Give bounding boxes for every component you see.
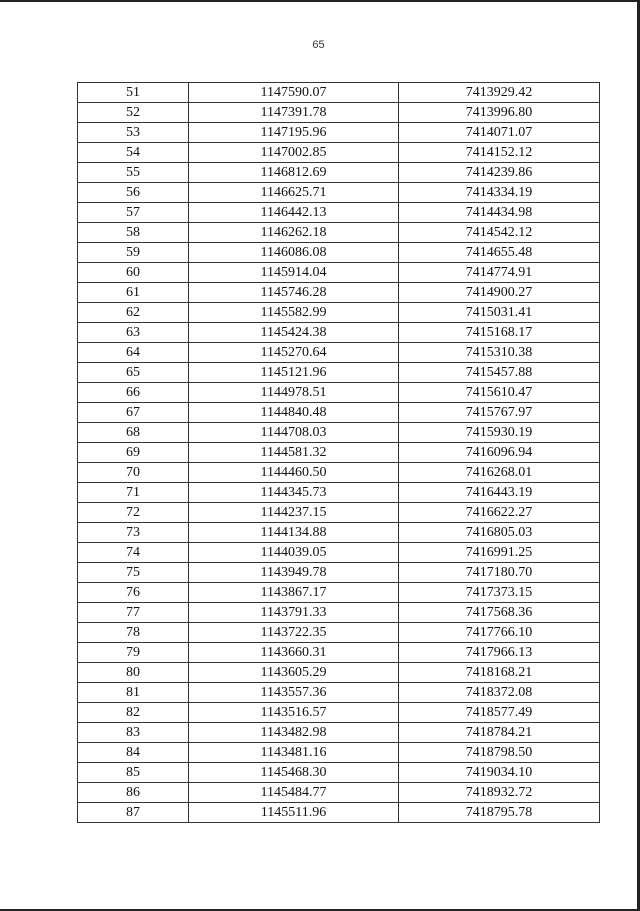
- x-coordinate-cell: 1144237.15: [189, 503, 399, 523]
- point-number-cell: 79: [78, 643, 189, 663]
- y-coordinate-cell: 7418784.21: [399, 723, 600, 743]
- point-number-cell: 68: [78, 423, 189, 443]
- y-coordinate-cell: 7418372.08: [399, 683, 600, 703]
- y-coordinate-cell: 7415767.97: [399, 403, 600, 423]
- table-row: [78, 163, 600, 183]
- x-coordinate-cell: 1146625.71: [189, 183, 399, 203]
- point-number-cell: 59: [78, 243, 189, 263]
- table-row: [78, 343, 600, 363]
- point-number-cell: 87: [78, 803, 189, 823]
- y-coordinate-cell: 7418798.50: [399, 743, 600, 763]
- y-coordinate-cell: 7414542.12: [399, 223, 600, 243]
- y-coordinate-cell: 7413929.42: [399, 83, 600, 103]
- table-row: [78, 423, 600, 443]
- y-coordinate-cell: 7414655.48: [399, 243, 600, 263]
- point-number-cell: 86: [78, 783, 189, 803]
- point-number-cell: 55: [78, 163, 189, 183]
- point-number-cell: 53: [78, 123, 189, 143]
- y-coordinate-cell: 7414334.19: [399, 183, 600, 203]
- x-coordinate-cell: 1145914.04: [189, 263, 399, 283]
- point-number-cell: 83: [78, 723, 189, 743]
- x-coordinate-cell: 1144039.05: [189, 543, 399, 563]
- point-number-cell: 80: [78, 663, 189, 683]
- table-row: [78, 243, 600, 263]
- point-number-cell: 70: [78, 463, 189, 483]
- x-coordinate-cell: 1143660.31: [189, 643, 399, 663]
- y-coordinate-cell: 7414774.91: [399, 263, 600, 283]
- point-number-cell: 51: [78, 83, 189, 103]
- x-coordinate-cell: 1145746.28: [189, 283, 399, 303]
- y-coordinate-cell: 7418932.72: [399, 783, 600, 803]
- x-coordinate-cell: 1145121.96: [189, 363, 399, 383]
- y-coordinate-cell: 7418795.78: [399, 803, 600, 823]
- point-number-cell: 78: [78, 623, 189, 643]
- point-number-cell: 77: [78, 603, 189, 623]
- coordinates-table: [77, 82, 600, 823]
- point-number-cell: 65: [78, 363, 189, 383]
- y-coordinate-cell: 7415031.41: [399, 303, 600, 323]
- table-row: [78, 403, 600, 423]
- x-coordinate-cell: 1147590.07: [189, 83, 399, 103]
- table-row: [78, 683, 600, 703]
- x-coordinate-cell: 1146086.08: [189, 243, 399, 263]
- x-coordinate-cell: 1144708.03: [189, 423, 399, 443]
- point-number-cell: 60: [78, 263, 189, 283]
- point-number-cell: 67: [78, 403, 189, 423]
- table-row: [78, 723, 600, 743]
- table-row: [78, 743, 600, 763]
- point-number-cell: 52: [78, 103, 189, 123]
- point-number-cell: 69: [78, 443, 189, 463]
- y-coordinate-cell: 7414434.98: [399, 203, 600, 223]
- x-coordinate-cell: 1145484.77: [189, 783, 399, 803]
- table-row: [78, 463, 600, 483]
- point-number-cell: 61: [78, 283, 189, 303]
- point-number-cell: 63: [78, 323, 189, 343]
- x-coordinate-cell: 1145270.64: [189, 343, 399, 363]
- point-number-cell: 56: [78, 183, 189, 203]
- table-row: [78, 543, 600, 563]
- y-coordinate-cell: 7419034.10: [399, 763, 600, 783]
- point-number-cell: 62: [78, 303, 189, 323]
- coordinates-table-body: [78, 83, 600, 823]
- y-coordinate-cell: 7414152.12: [399, 143, 600, 163]
- y-coordinate-cell: 7417766.10: [399, 623, 600, 643]
- table-row: [78, 763, 600, 783]
- x-coordinate-cell: 1145511.96: [189, 803, 399, 823]
- x-coordinate-cell: 1144134.88: [189, 523, 399, 543]
- x-coordinate-cell: 1143482.98: [189, 723, 399, 743]
- x-coordinate-cell: 1143605.29: [189, 663, 399, 683]
- point-number-cell: 58: [78, 223, 189, 243]
- y-coordinate-cell: 7416268.01: [399, 463, 600, 483]
- table-row: [78, 303, 600, 323]
- table-row: [78, 123, 600, 143]
- table-row: [78, 523, 600, 543]
- table-row: [78, 223, 600, 243]
- table-row: [78, 283, 600, 303]
- y-coordinate-cell: 7415168.17: [399, 323, 600, 343]
- point-number-cell: 57: [78, 203, 189, 223]
- point-number-cell: 64: [78, 343, 189, 363]
- table-row: [78, 383, 600, 403]
- y-coordinate-cell: 7417373.15: [399, 583, 600, 603]
- x-coordinate-cell: 1144840.48: [189, 403, 399, 423]
- table-row: [78, 643, 600, 663]
- y-coordinate-cell: 7415310.38: [399, 343, 600, 363]
- y-coordinate-cell: 7415930.19: [399, 423, 600, 443]
- x-coordinate-cell: 1143949.78: [189, 563, 399, 583]
- table-row: [78, 83, 600, 103]
- table-row: [78, 323, 600, 343]
- table-row: [78, 103, 600, 123]
- x-coordinate-cell: 1146262.18: [189, 223, 399, 243]
- table-row: [78, 263, 600, 283]
- x-coordinate-cell: 1143722.35: [189, 623, 399, 643]
- x-coordinate-cell: 1143557.36: [189, 683, 399, 703]
- y-coordinate-cell: 7415610.47: [399, 383, 600, 403]
- x-coordinate-cell: 1144345.73: [189, 483, 399, 503]
- y-coordinate-cell: 7415457.88: [399, 363, 600, 383]
- point-number-cell: 81: [78, 683, 189, 703]
- point-number-cell: 71: [78, 483, 189, 503]
- point-number-cell: 66: [78, 383, 189, 403]
- table-row: [78, 623, 600, 643]
- y-coordinate-cell: 7414900.27: [399, 283, 600, 303]
- y-coordinate-cell: 7417180.70: [399, 563, 600, 583]
- table-row: [78, 483, 600, 503]
- x-coordinate-cell: 1145424.38: [189, 323, 399, 343]
- x-coordinate-cell: 1147391.78: [189, 103, 399, 123]
- x-coordinate-cell: 1143516.57: [189, 703, 399, 723]
- y-coordinate-cell: 7414071.07: [399, 123, 600, 143]
- y-coordinate-cell: 7416991.25: [399, 543, 600, 563]
- table-row: [78, 663, 600, 683]
- y-coordinate-cell: 7416443.19: [399, 483, 600, 503]
- table-row: [78, 443, 600, 463]
- x-coordinate-cell: 1143867.17: [189, 583, 399, 603]
- x-coordinate-cell: 1147002.85: [189, 143, 399, 163]
- table-row: [78, 203, 600, 223]
- table-row: [78, 583, 600, 603]
- table-row: [78, 783, 600, 803]
- y-coordinate-cell: 7417966.13: [399, 643, 600, 663]
- table-row: [78, 143, 600, 163]
- point-number-cell: 54: [78, 143, 189, 163]
- point-number-cell: 75: [78, 563, 189, 583]
- y-coordinate-cell: 7417568.36: [399, 603, 600, 623]
- y-coordinate-cell: 7418168.21: [399, 663, 600, 683]
- table-row: [78, 803, 600, 823]
- page-number: 65: [312, 39, 325, 51]
- x-coordinate-cell: 1143791.33: [189, 603, 399, 623]
- point-number-cell: 84: [78, 743, 189, 763]
- y-coordinate-cell: 7416805.03: [399, 523, 600, 543]
- point-number-cell: 74: [78, 543, 189, 563]
- x-coordinate-cell: 1143481.16: [189, 743, 399, 763]
- point-number-cell: 76: [78, 583, 189, 603]
- table-row: [78, 603, 600, 623]
- point-number-cell: 72: [78, 503, 189, 523]
- table-row: [78, 363, 600, 383]
- table-row: [78, 183, 600, 203]
- table-row: [78, 563, 600, 583]
- x-coordinate-cell: 1144460.50: [189, 463, 399, 483]
- point-number-cell: 82: [78, 703, 189, 723]
- x-coordinate-cell: 1145468.30: [189, 763, 399, 783]
- y-coordinate-cell: 7418577.49: [399, 703, 600, 723]
- table-row: [78, 503, 600, 523]
- x-coordinate-cell: 1144978.51: [189, 383, 399, 403]
- point-number-cell: 73: [78, 523, 189, 543]
- point-number-cell: 85: [78, 763, 189, 783]
- x-coordinate-cell: 1146812.69: [189, 163, 399, 183]
- y-coordinate-cell: 7416622.27: [399, 503, 600, 523]
- x-coordinate-cell: 1145582.99: [189, 303, 399, 323]
- x-coordinate-cell: 1146442.13: [189, 203, 399, 223]
- y-coordinate-cell: 7413996.80: [399, 103, 600, 123]
- table-row: [78, 703, 600, 723]
- x-coordinate-cell: 1144581.32: [189, 443, 399, 463]
- y-coordinate-cell: 7414239.86: [399, 163, 600, 183]
- x-coordinate-cell: 1147195.96: [189, 123, 399, 143]
- y-coordinate-cell: 7416096.94: [399, 443, 600, 463]
